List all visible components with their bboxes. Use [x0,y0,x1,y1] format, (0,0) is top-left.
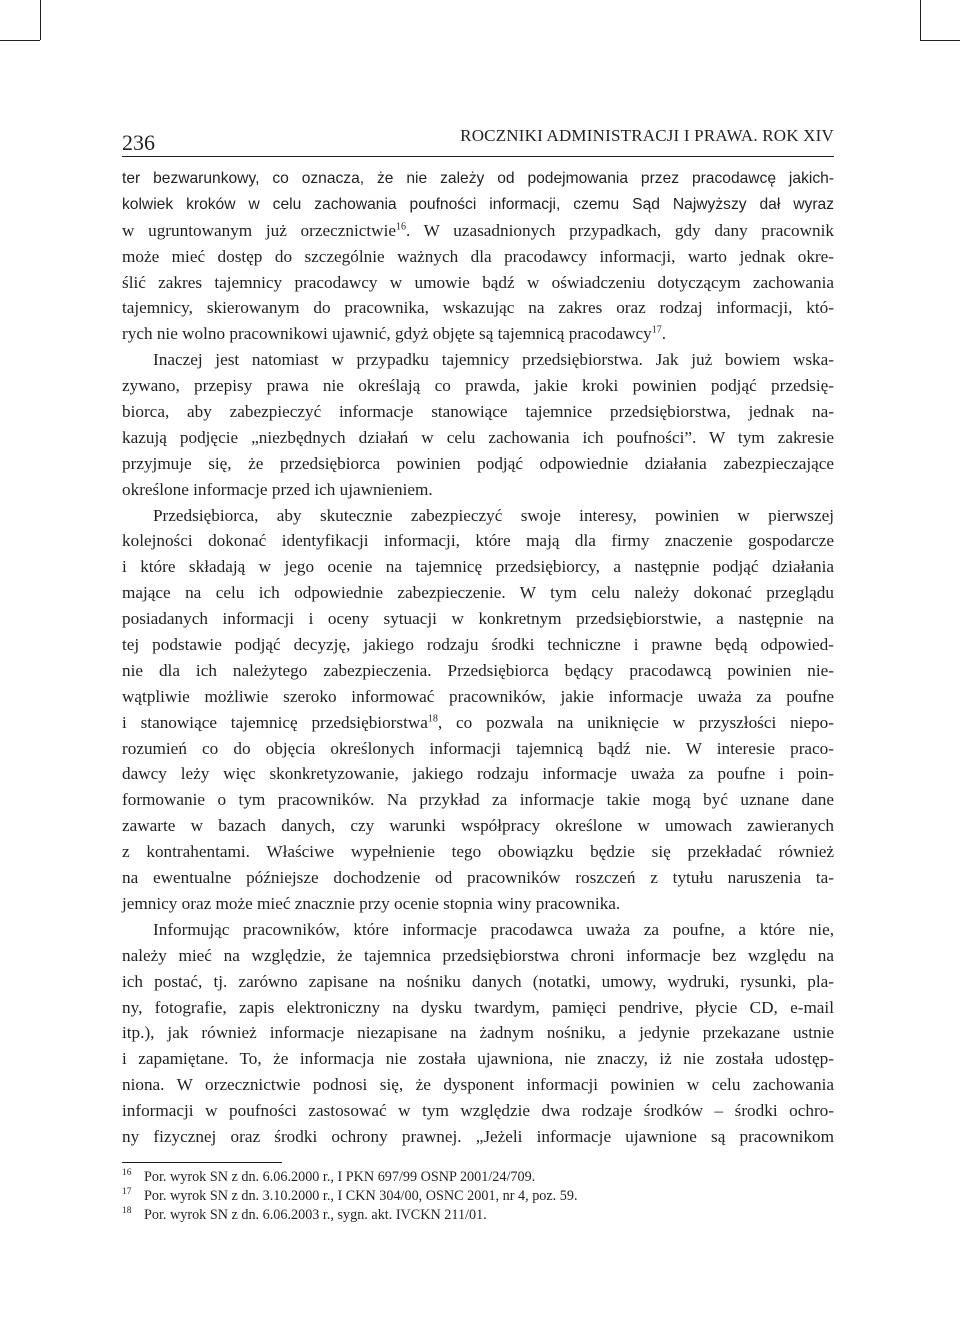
text-line [122,1072,834,1098]
text-run: w ugruntowanym już orzecznictwie [122,220,396,240]
text-line [122,658,834,684]
text-line-content [122,710,834,736]
text-run: dawcy leży więc skonkretyzowanie, jakiego rodzaju informacje uważa za poufne i poin- [122,764,834,784]
text-line [122,166,834,192]
text-line [122,373,834,399]
text-line-content [122,477,834,503]
text-run: biorca, aby zabezpieczyć informacje stanowiące tajemnice przedsiębiorstwa, jednak na- [122,402,834,422]
text-line-content [122,865,834,891]
text-run: . W uzasadnionych przypadkach, gdy dany pracownik [405,220,834,240]
text-run: rozumień co do objęcia określonych informacji tajemnicą bądź nie. W interesie praco- [122,738,834,758]
text-line [122,425,834,451]
text-line-content [122,787,834,813]
text-run: zywano, przepisy prawa nie określają co prawda, jakie kroki powinien podjąć przedsię- [122,376,834,396]
crop-mark-top-left [40,0,41,40]
text-line-content [122,580,834,606]
text-line-content [122,1098,834,1124]
text-line-content [122,761,834,787]
text-line [122,606,834,632]
text-line [122,295,834,321]
text-run: posiadanych informacji i oceny sytuacji w konkretnym przedsiębiorstwie, a następnie na [122,609,834,629]
footnote-number: 16 [122,1168,132,1178]
text-line-content [122,295,834,321]
text-run: ny fizycznej oraz środki ochrony prawnej. „Jeżeli informacje ujawnione są pracownikom [122,1126,834,1146]
crop-mark-top-right-h [920,40,960,41]
text-run: na ewentualne późniejsze dochodzenie od pracowników roszczeń z tytułu naruszenia ta- [122,868,834,888]
text-line-content [122,451,834,477]
text-line-content [122,917,834,943]
text-line [122,580,834,606]
text-line-content [122,270,834,296]
text-line-content [122,606,834,632]
text-line [122,632,834,658]
body-text [122,166,834,1150]
text-line-content [122,736,834,762]
text-line-content [122,813,834,839]
text-run: ter bezwarunkowy, co oznacza, że nie zależy od podejmowania przez pracodawcę jakich- [122,170,834,187]
text-run: i które składają w jego ocenie na tajemnicę przedsiębiorcy, a następnie podjąć działania [122,557,834,577]
footnote-text: Por. wyrok SN z dn. 6.06.2000 r., I PKN 697/99 OSNP 2001/24/709. [144,1169,536,1185]
text-line [122,787,834,813]
text-line-content [122,839,834,865]
text-line [122,1124,834,1150]
text-line [122,244,834,270]
running-head: ROCZNIKI ADMINISTRACJI I PRAWA. ROK XIV [460,126,834,145]
footnote-reference[interactable]: 16 [395,221,406,233]
text-line [122,736,834,762]
text-run: kazują podjęcie „niezbędnych działań w celu zachowania ich poufności”. W tym zakresie [122,427,834,447]
text-run: niona. W orzecznictwie podnosi się, że dysponent informacji powinien w celu zachowania [122,1075,834,1095]
text-line [122,347,834,373]
text-line [122,192,834,218]
text-run: określone informacje przed ich ujawnieniem. [122,479,433,499]
text-line-content [122,1124,834,1150]
text-run: tej podstawie podjąć decyzję, jakiego rodzaju środki techniczne i prawne będą odpowied- [122,635,834,655]
text-run: mające na celu ich odpowiednie zabezpieczenie. W tym celu należy dokonać przeglądu [122,583,834,603]
text-line [122,969,834,995]
text-run: jemnicy oraz może mieć znacznie przy ocenie stopnia winy pracownika. [122,893,621,913]
text-line-content [122,528,834,554]
text-run: . [661,324,667,344]
page-number: 236 [122,130,155,155]
text-run: nie dla ich należytego zabezpieczenia. Przedsiębiorca będący pracodawcą powinien nie- [122,660,834,680]
text-line [122,451,834,477]
text-line-content [122,321,834,347]
text-run: Informując pracowników, które informacje pracodawca uważa za poufne, a które nie, [153,919,834,939]
text-run: informacji w poufności zastosować w tym względzie dwa rodzaje środków – środki ochro- [122,1101,834,1121]
text-line [122,917,834,943]
text-line-content [122,166,834,192]
text-line [122,1020,834,1046]
text-line [122,554,834,580]
crop-mark-top-left-h [0,40,40,41]
text-run: tajemnicy, skierowanym do pracownika, wskazując na zakres oraz rodzaj informacji, któ- [122,298,834,318]
text-run: należy mieć na względzie, że tajemnica przedsiębiorstwa chroni informacje bez względu na [122,945,834,965]
text-run: , co pozwala na uniknięcie w przyszłości niepo- [437,712,834,732]
text-line-content [122,1072,834,1098]
text-line [122,399,834,425]
text-line-content [122,425,834,451]
text-run: ny, fotografie, zapis elektroniczny na dysku twardym, pamięci pendrive, płycie CD, e-mail [122,997,834,1017]
text-line-content [122,943,834,969]
text-line [122,710,834,736]
crop-mark-top-right [920,0,921,40]
text-line-content [122,373,834,399]
text-run: Inaczej jest natomiast w przypadku tajemnicy przedsiębiorstwa. Jak już bowiem wska- [153,350,834,370]
text-line [122,503,834,529]
page-header [122,122,834,157]
text-line [122,891,834,917]
text-run: wątpliwie możliwie szeroko informować pracowników, jakie informacje uważa za poufne [122,686,834,706]
text-line [122,528,834,554]
text-line [122,1098,834,1124]
text-line-content [122,1020,834,1046]
text-line-content [122,192,834,218]
text-run: może mieć dostęp do szczególnie ważnych dla pracodawcy informacji, warto jednak okre- [122,246,834,266]
text-line-content [122,347,834,373]
text-run: ich postać, tj. zarówno zapisane na nośniku danych (notatki, umowy, wydruki, rysunki, pla- [122,971,834,991]
text-line-content [122,632,834,658]
footnote-text: Por. wyrok SN z dn. 3.10.2000 r., I CKN 304/00, OSNC 2001, nr 4, poz. 59. [144,1188,578,1204]
text-run: kolwiek kroków w celu zachowania poufności informacji, czemu Sąd Najwyższy dał wyraz [122,195,834,213]
footnote-number: 17 [122,1187,132,1197]
text-line [122,995,834,1021]
text-run: formowanie o tym pracowników. Na przykład za informacje takie mogą być uznane dane [122,790,834,810]
text-line [122,865,834,891]
footnote-text: Por. wyrok SN z dn. 6.06.2003 r., sygn. akt. IVCKN 211/01. [144,1207,487,1223]
text-line-content [122,995,834,1021]
text-line [122,218,834,244]
footnote-reference[interactable]: 17 [651,324,662,336]
footnote-rule [122,1162,282,1163]
text-line-content [122,1046,834,1072]
text-line-content [122,684,834,710]
footnote-number: 18 [122,1206,132,1216]
text-run: przyjmuje się, że przedsiębiorca powinien podjąć odpowiednie działania zabezpieczające [122,453,834,473]
text-line [122,943,834,969]
text-run: i zapamiętane. To, że informacja nie została ujawniona, nie znaczy, iż nie została udostęp- [122,1049,834,1069]
text-line-content [122,891,834,917]
text-run: itp.), jak również informacje niezapisane na żadnym nośniku, a jedynie przekazane ustnie [122,1023,834,1043]
text-run: rych nie wolno pracownikowi ujawnić, gdyż objęte są tajemnicą pracodawcy [122,324,652,344]
footnote [122,1206,834,1225]
text-line [122,839,834,865]
footnote-reference[interactable]: 18 [427,712,438,724]
footnotes [122,1168,834,1225]
text-line-content [122,399,834,425]
footnote [122,1168,834,1187]
text-run: i stanowiące tajemnicę przedsiębiorstwa [122,712,428,732]
text-line [122,1046,834,1072]
text-line-content [122,244,834,270]
text-line-content [122,969,834,995]
text-run: z kontrahentami. Właściwe wypełnienie tego obowiązku będzie się przekładać również [122,842,834,862]
text-line [122,813,834,839]
text-run: Przedsiębiorca, aby skutecznie zabezpieczyć swoje interesy, powinien w pierwszej [153,505,834,525]
text-line [122,684,834,710]
text-run: ślić zakres tajemnicy pracodawcy w umowie bądź w oświadczeniu dotyczącym zachowania [122,272,834,292]
footnote [122,1187,834,1206]
text-line-content [122,658,834,684]
text-line-content [122,503,834,529]
text-line [122,321,834,347]
text-line [122,477,834,503]
text-run: zawarte w bazach danych, czy warunki współpracy określone w umowach zawieranych [122,816,834,836]
text-line [122,761,834,787]
text-line-content [122,554,834,580]
text-line-content [122,218,834,244]
text-run: kolejności dokonać identyfikacji informacji, które mają dla firmy znaczenie gospodarcze [122,531,834,551]
text-line [122,270,834,296]
